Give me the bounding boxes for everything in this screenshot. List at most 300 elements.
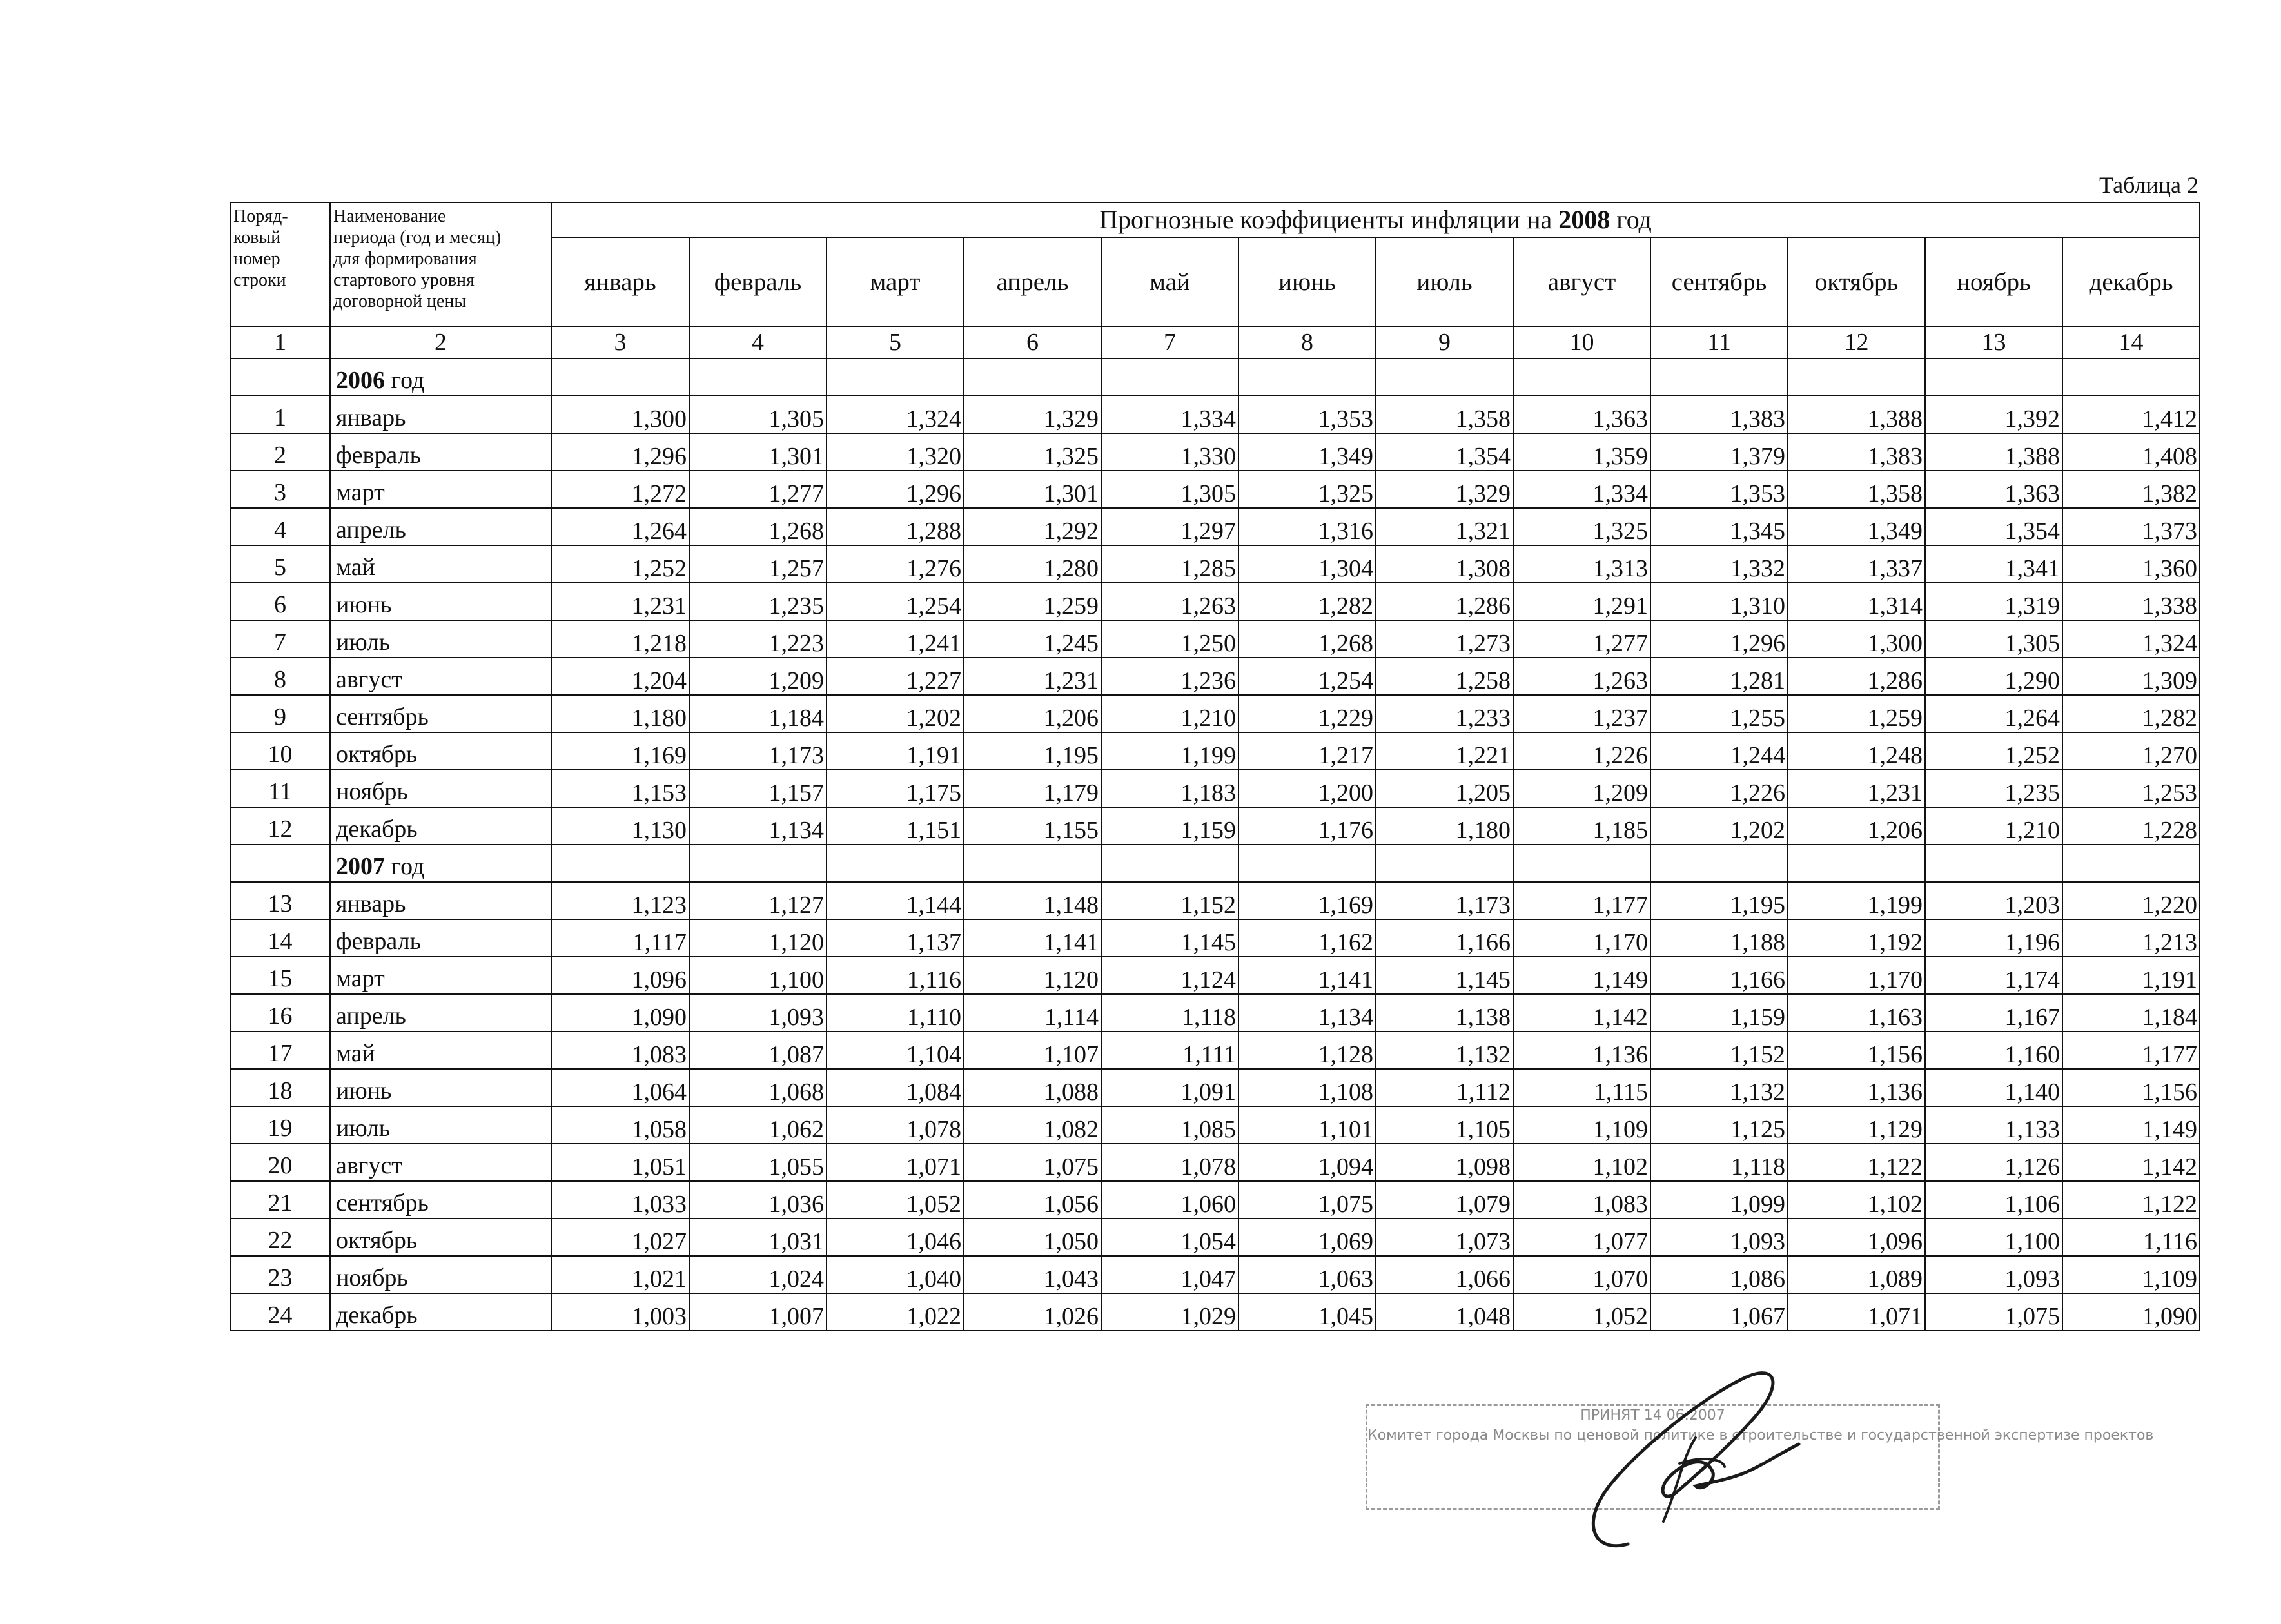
coefficient-cell: 1,127 bbox=[689, 882, 827, 919]
column-number: 8 bbox=[1238, 326, 1376, 358]
coefficient-cell: 1,153 bbox=[551, 770, 689, 807]
coefficient-cell: 1,363 bbox=[1513, 396, 1650, 433]
coefficient-cell: 1,305 bbox=[1925, 620, 2062, 658]
coefficient-cell: 1,330 bbox=[1101, 433, 1238, 471]
coefficient-cell: 1,305 bbox=[689, 396, 827, 433]
coefficient-cell: 1,060 bbox=[1101, 1181, 1238, 1218]
coefficient-cell: 1,118 bbox=[1650, 1144, 1788, 1181]
year-row-number-cell bbox=[230, 845, 330, 882]
row-number: 4 bbox=[230, 508, 330, 545]
period-name: март bbox=[330, 471, 551, 508]
coefficient-cell: 1,078 bbox=[1101, 1144, 1238, 1181]
table-row bbox=[230, 1181, 2200, 1218]
coefficient-cell: 1,358 bbox=[1376, 396, 1513, 433]
coefficient-cell: 1,334 bbox=[1101, 396, 1238, 433]
period-name: октябрь bbox=[330, 732, 551, 770]
coefficient-cell: 1,169 bbox=[551, 732, 689, 770]
coefficient-cell: 1,191 bbox=[827, 732, 964, 770]
row-number: 23 bbox=[230, 1256, 330, 1293]
coefficient-cell: 1,319 bbox=[1925, 583, 2062, 620]
column-number: 4 bbox=[689, 326, 827, 358]
coefficient-cell: 1,388 bbox=[1925, 433, 2062, 471]
coefficient-cell: 1,217 bbox=[1238, 732, 1376, 770]
coefficient-cell: 1,310 bbox=[1650, 583, 1788, 620]
header-title-suffix: год bbox=[1610, 205, 1652, 234]
coefficient-cell: 1,231 bbox=[964, 658, 1101, 695]
coefficient-cell: 1,120 bbox=[964, 957, 1101, 994]
coefficient-cell: 1,058 bbox=[551, 1106, 689, 1144]
column-number: 11 bbox=[1650, 326, 1788, 358]
coefficient-cell: 1,341 bbox=[1925, 545, 2062, 583]
coefficient-cell: 1,043 bbox=[964, 1256, 1101, 1293]
row-number: 10 bbox=[230, 732, 330, 770]
period-name: апрель bbox=[330, 994, 551, 1032]
coefficient-cell: 1,136 bbox=[1513, 1032, 1650, 1069]
row-number: 1 bbox=[230, 396, 330, 433]
coefficient-cell: 1,126 bbox=[1925, 1144, 2062, 1181]
column-number: 13 bbox=[1925, 326, 2062, 358]
coefficient-cell: 1,325 bbox=[964, 433, 1101, 471]
coefficient-cell: 1,241 bbox=[827, 620, 964, 658]
coefficient-cell: 1,291 bbox=[1513, 583, 1650, 620]
handwritten-signature bbox=[1567, 1360, 1850, 1554]
row-number: 7 bbox=[230, 620, 330, 658]
empty-cell bbox=[1513, 845, 1650, 882]
coefficient-cell: 1,142 bbox=[1513, 994, 1650, 1032]
coefficient-cell: 1,099 bbox=[1650, 1181, 1788, 1218]
table-row bbox=[230, 1144, 2200, 1181]
empty-cell bbox=[1788, 358, 1925, 396]
table-row bbox=[230, 396, 2200, 433]
coefficient-cell: 1,098 bbox=[1376, 1144, 1513, 1181]
coefficient-cell: 1,046 bbox=[827, 1218, 964, 1256]
coefficient-cell: 1,179 bbox=[964, 770, 1101, 807]
header-period-name bbox=[330, 202, 551, 326]
coefficient-cell: 1,075 bbox=[1925, 1293, 2062, 1331]
period-name: июнь bbox=[330, 1069, 551, 1106]
period-name: апрель bbox=[330, 508, 551, 545]
coefficient-cell: 1,245 bbox=[964, 620, 1101, 658]
coefficient-cell: 1,134 bbox=[689, 807, 827, 845]
coefficient-cell: 1,075 bbox=[1238, 1181, 1376, 1218]
coefficient-cell: 1,062 bbox=[689, 1106, 827, 1144]
coefficient-cell: 1,110 bbox=[827, 994, 964, 1032]
coefficient-cell: 1,120 bbox=[689, 919, 827, 957]
coefficient-cell: 1,124 bbox=[1101, 957, 1238, 994]
coefficient-cell: 1,045 bbox=[1238, 1293, 1376, 1331]
coefficient-cell: 1,296 bbox=[827, 471, 964, 508]
row-number: 11 bbox=[230, 770, 330, 807]
coefficient-cell: 1,354 bbox=[1376, 433, 1513, 471]
coefficient-cell: 1,268 bbox=[1238, 620, 1376, 658]
coefficient-cell: 1,077 bbox=[1513, 1218, 1650, 1256]
period-name: ноябрь bbox=[330, 770, 551, 807]
header-month: декабрь bbox=[2062, 237, 2200, 326]
coefficient-cell: 1,155 bbox=[964, 807, 1101, 845]
coefficient-cell: 1,254 bbox=[827, 583, 964, 620]
coefficient-cell: 1,228 bbox=[2062, 807, 2200, 845]
coefficient-cell: 1,231 bbox=[551, 583, 689, 620]
table-row bbox=[230, 770, 2200, 807]
period-name: сентябрь bbox=[330, 1181, 551, 1218]
coefficient-cell: 1,324 bbox=[827, 396, 964, 433]
coefficient-cell: 1,329 bbox=[964, 396, 1101, 433]
coefficient-cell: 1,334 bbox=[1513, 471, 1650, 508]
coefficient-cell: 1,093 bbox=[689, 994, 827, 1032]
coefficient-cell: 1,353 bbox=[1238, 396, 1376, 433]
coefficient-cell: 1,094 bbox=[1238, 1144, 1376, 1181]
header-row-number-line: ковый bbox=[233, 228, 281, 248]
coefficient-cell: 1,007 bbox=[689, 1293, 827, 1331]
year-suffix: год bbox=[385, 853, 425, 880]
empty-cell bbox=[1925, 358, 2062, 396]
coefficient-cell: 1,067 bbox=[1650, 1293, 1788, 1331]
period-name: июль bbox=[330, 1106, 551, 1144]
coefficient-cell: 1,192 bbox=[1788, 919, 1925, 957]
table-row bbox=[230, 1069, 2200, 1106]
empty-cell bbox=[1788, 845, 1925, 882]
coefficient-cell: 1,392 bbox=[1925, 396, 2062, 433]
year-number: 2007 bbox=[336, 853, 385, 880]
row-number: 16 bbox=[230, 994, 330, 1032]
column-number: 10 bbox=[1513, 326, 1650, 358]
coefficient-cell: 1,021 bbox=[551, 1256, 689, 1293]
coefficient-cell: 1,382 bbox=[2062, 471, 2200, 508]
year-row-number-cell bbox=[230, 358, 330, 396]
coefficient-cell: 1,184 bbox=[689, 695, 827, 732]
table-row bbox=[230, 1218, 2200, 1256]
header-month: июнь bbox=[1238, 237, 1376, 326]
coefficient-cell: 1,280 bbox=[964, 545, 1101, 583]
coefficient-cell: 1,075 bbox=[964, 1144, 1101, 1181]
coefficient-cell: 1,031 bbox=[689, 1218, 827, 1256]
coefficient-cell: 1,070 bbox=[1513, 1256, 1650, 1293]
coefficient-cell: 1,115 bbox=[1513, 1069, 1650, 1106]
coefficient-cell: 1,051 bbox=[551, 1144, 689, 1181]
coefficient-cell: 1,202 bbox=[827, 695, 964, 732]
header-month: март bbox=[827, 237, 964, 326]
coefficient-cell: 1,314 bbox=[1788, 583, 1925, 620]
empty-cell bbox=[1101, 845, 1238, 882]
coefficient-cell: 1,288 bbox=[827, 508, 964, 545]
coefficient-cell: 1,272 bbox=[551, 471, 689, 508]
year-suffix: год bbox=[385, 367, 425, 394]
coefficient-cell: 1,159 bbox=[1650, 994, 1788, 1032]
coefficient-cell: 1,209 bbox=[689, 658, 827, 695]
coefficient-cell: 1,026 bbox=[964, 1293, 1101, 1331]
column-numbers-row bbox=[230, 326, 2200, 358]
coefficient-cell: 1,096 bbox=[551, 957, 689, 994]
table-row bbox=[230, 1256, 2200, 1293]
coefficient-cell: 1,210 bbox=[1925, 807, 2062, 845]
coefficient-cell: 1,152 bbox=[1101, 882, 1238, 919]
coefficient-cell: 1,085 bbox=[1101, 1106, 1238, 1144]
coefficient-cell: 1,100 bbox=[1925, 1218, 2062, 1256]
coefficient-cell: 1,145 bbox=[1376, 957, 1513, 994]
coefficient-cell: 1,258 bbox=[1376, 658, 1513, 695]
coefficient-cell: 1,358 bbox=[1788, 471, 1925, 508]
stamp-line: Комитет города Москвы по ценовой политике в строительстве и государственной экспертизе проектов bbox=[1367, 1427, 2154, 1443]
coefficient-cell: 1,231 bbox=[1788, 770, 1925, 807]
coefficient-cell: 1,102 bbox=[1788, 1181, 1925, 1218]
row-number: 22 bbox=[230, 1218, 330, 1256]
coefficient-cell: 1,174 bbox=[1925, 957, 2062, 994]
empty-cell bbox=[1238, 358, 1376, 396]
period-name: декабрь bbox=[330, 807, 551, 845]
coefficient-cell: 1,040 bbox=[827, 1256, 964, 1293]
coefficient-cell: 1,096 bbox=[1788, 1218, 1925, 1256]
coefficient-cell: 1,309 bbox=[2062, 658, 2200, 695]
coefficient-cell: 1,220 bbox=[2062, 882, 2200, 919]
coefficient-cell: 1,301 bbox=[964, 471, 1101, 508]
coefficient-cell: 1,210 bbox=[1101, 695, 1238, 732]
coefficient-cell: 1,066 bbox=[1376, 1256, 1513, 1293]
coefficient-cell: 1,136 bbox=[1788, 1069, 1925, 1106]
row-number: 6 bbox=[230, 583, 330, 620]
coefficient-cell: 1,163 bbox=[1788, 994, 1925, 1032]
coefficient-cell: 1,125 bbox=[1650, 1106, 1788, 1144]
table-row bbox=[230, 807, 2200, 845]
coefficient-cell: 1,195 bbox=[1650, 882, 1788, 919]
coefficient-cell: 1,304 bbox=[1238, 545, 1376, 583]
coefficient-cell: 1,087 bbox=[689, 1032, 827, 1069]
period-name: октябрь bbox=[330, 1218, 551, 1256]
coefficient-cell: 1,170 bbox=[1513, 919, 1650, 957]
coefficient-cell: 1,132 bbox=[1650, 1069, 1788, 1106]
coefficient-cell: 1,264 bbox=[1925, 695, 2062, 732]
coefficient-cell: 1,320 bbox=[827, 433, 964, 471]
coefficient-cell: 1,282 bbox=[1238, 583, 1376, 620]
coefficient-cell: 1,159 bbox=[1101, 807, 1238, 845]
column-number: 1 bbox=[230, 326, 330, 358]
coefficient-cell: 1,173 bbox=[689, 732, 827, 770]
header-title bbox=[551, 202, 2200, 237]
coefficient-cell: 1,123 bbox=[551, 882, 689, 919]
coefficient-cell: 1,223 bbox=[689, 620, 827, 658]
coefficient-cell: 1,093 bbox=[1650, 1218, 1788, 1256]
coefficient-cell: 1,206 bbox=[1788, 807, 1925, 845]
coefficient-cell: 1,078 bbox=[827, 1106, 964, 1144]
coefficient-cell: 1,297 bbox=[1101, 508, 1238, 545]
coefficient-cell: 1,071 bbox=[1788, 1293, 1925, 1331]
coefficient-cell: 1,229 bbox=[1238, 695, 1376, 732]
period-name: июль bbox=[330, 620, 551, 658]
coefficient-cell: 1,116 bbox=[2062, 1218, 2200, 1256]
coefficient-cell: 1,027 bbox=[551, 1218, 689, 1256]
coefficient-cell: 1,373 bbox=[2062, 508, 2200, 545]
table-label: Таблица 2 bbox=[2099, 172, 2198, 198]
coefficient-cell: 1,141 bbox=[964, 919, 1101, 957]
empty-cell bbox=[1376, 358, 1513, 396]
coefficient-cell: 1,195 bbox=[964, 732, 1101, 770]
coefficient-cell: 1,290 bbox=[1925, 658, 2062, 695]
coefficient-cell: 1,112 bbox=[1376, 1069, 1513, 1106]
coefficient-cell: 1,166 bbox=[1376, 919, 1513, 957]
period-name: сентябрь bbox=[330, 695, 551, 732]
table-row bbox=[230, 508, 2200, 545]
coefficient-cell: 1,054 bbox=[1101, 1218, 1238, 1256]
empty-cell bbox=[1376, 845, 1513, 882]
header-title-year: 2008 bbox=[1558, 205, 1610, 234]
header-period-line: периода (год и месяц) bbox=[333, 228, 502, 248]
header-month: май bbox=[1101, 237, 1238, 326]
coefficient-cell: 1,202 bbox=[1650, 807, 1788, 845]
coefficient-cell: 1,188 bbox=[1650, 919, 1788, 957]
period-name: декабрь bbox=[330, 1293, 551, 1331]
coefficient-cell: 1,090 bbox=[2062, 1293, 2200, 1331]
coefficient-cell: 1,003 bbox=[551, 1293, 689, 1331]
coefficient-cell: 1,338 bbox=[2062, 583, 2200, 620]
coefficient-cell: 1,102 bbox=[1513, 1144, 1650, 1181]
column-number: 3 bbox=[551, 326, 689, 358]
coefficient-cell: 1,383 bbox=[1650, 396, 1788, 433]
coefficient-cell: 1,325 bbox=[1238, 471, 1376, 508]
coefficient-cell: 1,412 bbox=[2062, 396, 2200, 433]
empty-cell bbox=[689, 358, 827, 396]
coefficient-cell: 1,108 bbox=[1238, 1069, 1376, 1106]
coefficient-cell: 1,199 bbox=[1101, 732, 1238, 770]
year-number: 2006 bbox=[336, 367, 385, 394]
coefficient-cell: 1,140 bbox=[1925, 1069, 2062, 1106]
coefficient-cell: 1,227 bbox=[827, 658, 964, 695]
header-month: июль bbox=[1376, 237, 1513, 326]
coefficient-cell: 1,235 bbox=[689, 583, 827, 620]
header-row-number-line: Поряд- bbox=[233, 206, 288, 226]
coefficient-cell: 1,205 bbox=[1376, 770, 1513, 807]
period-name: январь bbox=[330, 396, 551, 433]
header-row-number-line: номер bbox=[233, 249, 280, 269]
column-number: 7 bbox=[1101, 326, 1238, 358]
coefficient-cell: 1,184 bbox=[2062, 994, 2200, 1032]
year-label bbox=[330, 358, 551, 396]
period-name: май bbox=[330, 545, 551, 583]
coefficient-cell: 1,349 bbox=[1238, 433, 1376, 471]
coefficient-cell: 1,117 bbox=[551, 919, 689, 957]
coefficient-cell: 1,264 bbox=[551, 508, 689, 545]
coefficient-cell: 1,088 bbox=[964, 1069, 1101, 1106]
coefficient-cell: 1,359 bbox=[1513, 433, 1650, 471]
period-name: август bbox=[330, 658, 551, 695]
year-group-row bbox=[230, 845, 2200, 882]
period-name: август bbox=[330, 1144, 551, 1181]
row-number: 19 bbox=[230, 1106, 330, 1144]
coefficient-cell: 1,149 bbox=[2062, 1106, 2200, 1144]
coefficient-cell: 1,160 bbox=[1925, 1032, 2062, 1069]
coefficient-cell: 1,144 bbox=[827, 882, 964, 919]
stamp-line: ПРИНЯТ 14 06.2007 bbox=[1580, 1407, 1725, 1423]
row-number: 2 bbox=[230, 433, 330, 471]
empty-cell bbox=[1650, 845, 1788, 882]
empty-cell bbox=[1513, 358, 1650, 396]
coefficient-cell: 1,033 bbox=[551, 1181, 689, 1218]
coefficient-cell: 1,055 bbox=[689, 1144, 827, 1181]
coefficient-cell: 1,316 bbox=[1238, 508, 1376, 545]
empty-cell bbox=[1925, 845, 2062, 882]
coefficient-cell: 1,268 bbox=[689, 508, 827, 545]
header-period-line: Наименование bbox=[333, 206, 446, 226]
year-label bbox=[330, 845, 551, 882]
coefficient-cell: 1,130 bbox=[551, 807, 689, 845]
coefficient-cell: 1,196 bbox=[1925, 919, 2062, 957]
table-row bbox=[230, 658, 2200, 695]
coefficient-cell: 1,285 bbox=[1101, 545, 1238, 583]
coefficient-cell: 1,257 bbox=[689, 545, 827, 583]
coefficient-cell: 1,300 bbox=[1788, 620, 1925, 658]
table-row bbox=[230, 994, 2200, 1032]
header-month: октябрь bbox=[1788, 237, 1925, 326]
period-name: февраль bbox=[330, 919, 551, 957]
empty-cell bbox=[827, 845, 964, 882]
coefficient-cell: 1,218 bbox=[551, 620, 689, 658]
coefficient-cell: 1,083 bbox=[1513, 1181, 1650, 1218]
coefficient-cell: 1,379 bbox=[1650, 433, 1788, 471]
period-name: июнь bbox=[330, 583, 551, 620]
coefficient-cell: 1,324 bbox=[2062, 620, 2200, 658]
coefficient-cell: 1,226 bbox=[1513, 732, 1650, 770]
coefficient-cell: 1,305 bbox=[1101, 471, 1238, 508]
coefficient-cell: 1,063 bbox=[1238, 1256, 1376, 1293]
coefficient-cell: 1,177 bbox=[1513, 882, 1650, 919]
coefficient-cell: 1,277 bbox=[689, 471, 827, 508]
coefficient-cell: 1,180 bbox=[551, 695, 689, 732]
coefficient-cell: 1,142 bbox=[2062, 1144, 2200, 1181]
coefficient-cell: 1,022 bbox=[827, 1293, 964, 1331]
coefficient-cell: 1,254 bbox=[1238, 658, 1376, 695]
coefficient-cell: 1,122 bbox=[2062, 1181, 2200, 1218]
coefficient-cell: 1,388 bbox=[1788, 396, 1925, 433]
coefficient-cell: 1,156 bbox=[2062, 1069, 2200, 1106]
coefficient-cell: 1,111 bbox=[1101, 1032, 1238, 1069]
coefficient-cell: 1,173 bbox=[1376, 882, 1513, 919]
table-row bbox=[230, 583, 2200, 620]
column-number: 6 bbox=[964, 326, 1101, 358]
coefficient-cell: 1,300 bbox=[551, 396, 689, 433]
coefficient-cell: 1,157 bbox=[689, 770, 827, 807]
coefficient-cell: 1,133 bbox=[1925, 1106, 2062, 1144]
coefficient-cell: 1,156 bbox=[1788, 1032, 1925, 1069]
coefficient-cell: 1,071 bbox=[827, 1144, 964, 1181]
table-row bbox=[230, 1293, 2200, 1331]
coefficient-cell: 1,091 bbox=[1101, 1069, 1238, 1106]
coefficient-cell: 1,149 bbox=[1513, 957, 1650, 994]
header-row-number bbox=[230, 202, 330, 326]
row-number: 24 bbox=[230, 1293, 330, 1331]
coefficient-cell: 1,191 bbox=[2062, 957, 2200, 994]
coefficient-cell: 1,068 bbox=[689, 1069, 827, 1106]
coefficient-cell: 1,175 bbox=[827, 770, 964, 807]
header-month: апрель bbox=[964, 237, 1101, 326]
row-number: 12 bbox=[230, 807, 330, 845]
coefficient-cell: 1,109 bbox=[2062, 1256, 2200, 1293]
coefficient-cell: 1,100 bbox=[689, 957, 827, 994]
coefficient-cell: 1,213 bbox=[2062, 919, 2200, 957]
coefficient-cell: 1,116 bbox=[827, 957, 964, 994]
header-month: ноябрь bbox=[1925, 237, 2062, 326]
period-name: март bbox=[330, 957, 551, 994]
signature-stroke bbox=[1663, 1438, 1725, 1521]
coefficient-cell: 1,024 bbox=[689, 1256, 827, 1293]
coefficient-cell: 1,029 bbox=[1101, 1293, 1238, 1331]
coefficient-cell: 1,084 bbox=[827, 1069, 964, 1106]
coefficient-cell: 1,145 bbox=[1101, 919, 1238, 957]
empty-cell bbox=[1101, 358, 1238, 396]
table-row bbox=[230, 620, 2200, 658]
coefficient-cell: 1,107 bbox=[964, 1032, 1101, 1069]
coefficient-cell: 1,185 bbox=[1513, 807, 1650, 845]
coefficient-cell: 1,233 bbox=[1376, 695, 1513, 732]
coefficient-cell: 1,236 bbox=[1101, 658, 1238, 695]
coefficient-cell: 1,050 bbox=[964, 1218, 1101, 1256]
